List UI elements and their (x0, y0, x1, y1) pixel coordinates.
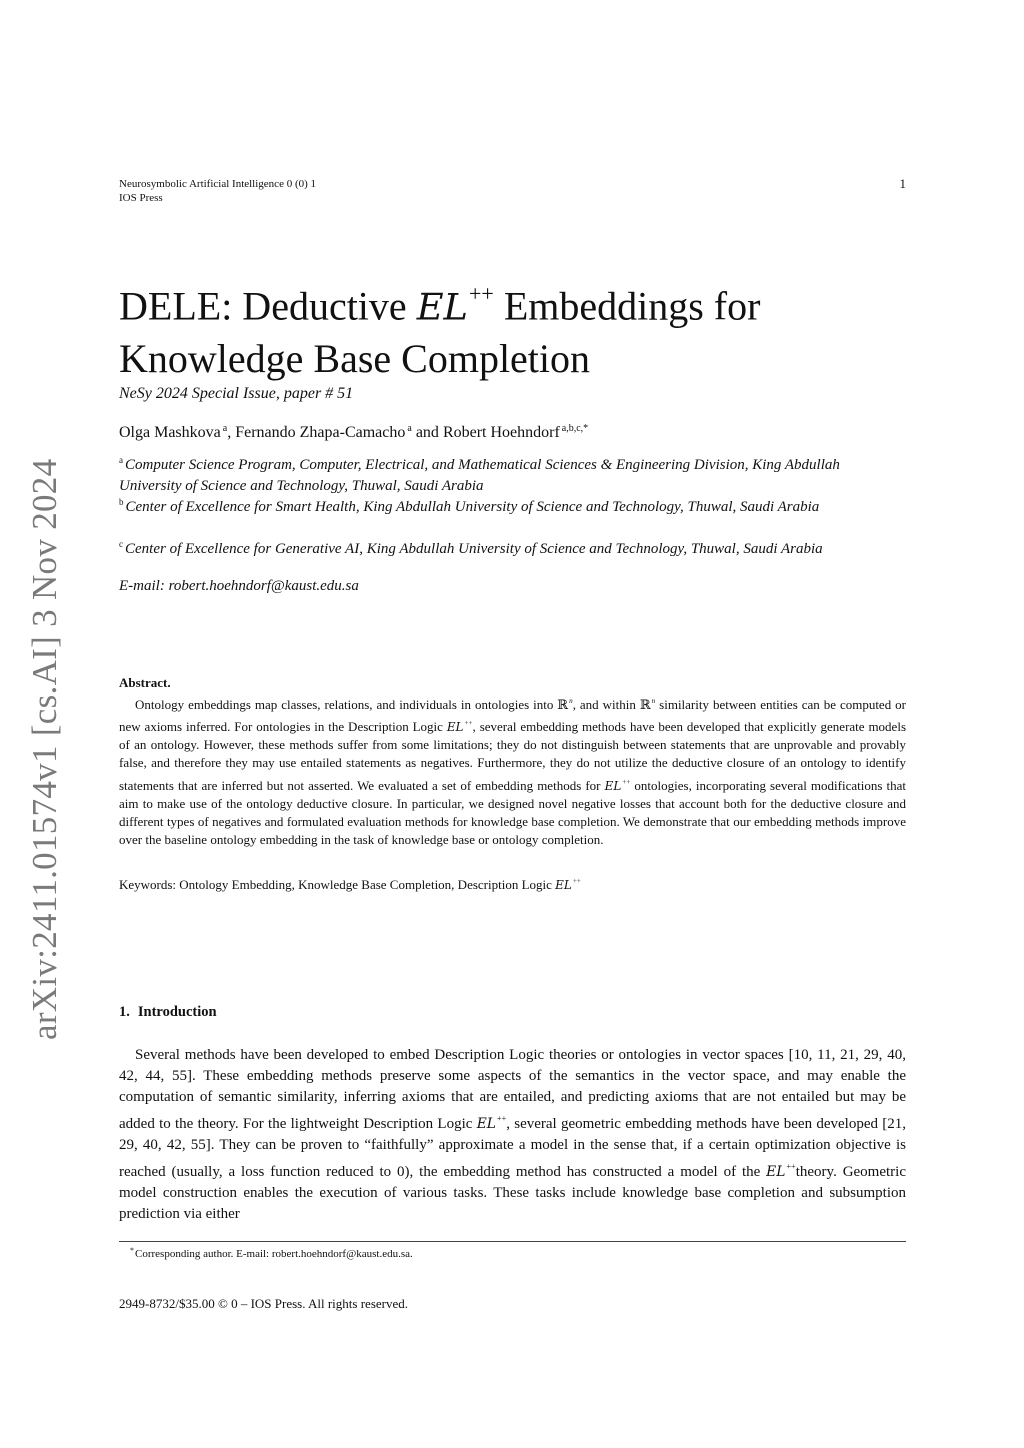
title-logic-symbol: EL (416, 285, 468, 329)
keywords (119, 877, 906, 893)
abstract-text: Ontology embeddings map classes, relations, and individuals in ontologies into (135, 697, 558, 713)
affiliation-mark: c (119, 539, 123, 549)
journal-running-head: Neurosymbolic Artificial Intelligence 0 (0) 1 (119, 178, 317, 190)
logic-superscript: ++ (496, 1114, 507, 1123)
logic-symbol: EL (555, 878, 572, 893)
logic-symbol: EL (446, 720, 464, 735)
special-issue-note: NeSy 2024 Special Issue, paper # 51 (119, 385, 354, 402)
copyright-line: 2949-8732/$35.00 © 0 – IOS Press. All rights reserved. (119, 1296, 408, 1311)
logic-superscript: ++ (786, 1162, 796, 1171)
introduction-paragraph (119, 1045, 906, 1225)
title-part-2: Embeddings for (503, 283, 761, 329)
footnote-text: Corresponding author. E-mail: robert.hoehndorf@kaust.edu.sa. (135, 1248, 413, 1260)
abstract-text: , several embedding methods have been developed that explicitly generate models of an ontology. However, these methods suffer from some limitations; they do not distinguish between statements that are unprovable and provably false, and therefore they may use entailed statements as negatives. Furthermore, they do not utilize the deductive closure of an ontology to identify statements that are inferred but not asserted. We evaluated a set of embedding methods for (119, 719, 906, 793)
logic-superscript: ++ (464, 719, 473, 728)
title-logic-superscript: ++ (468, 281, 494, 306)
abstract-body (119, 692, 906, 849)
corresponding-email: E-mail: robert.hoehndorf@kaust.edu.sa (119, 578, 359, 594)
affiliation (119, 492, 904, 518)
author-affiliation-mark: a (407, 423, 412, 434)
affiliation-mark: a (119, 455, 123, 465)
keywords-text: Keywords: Ontology Embedding, Knowledge Base Completion, Description Logic (119, 877, 556, 893)
abstract-text: , and within (572, 697, 640, 713)
affiliation-text: Computer Science Program, Computer, Electrical, and Mathematical Sciences & Engineering Division, King Abdullah University of Science and Technology, Thuwal, Saudi Arabia (119, 457, 840, 494)
footnote-rule (119, 1241, 906, 1242)
abstract-heading: Abstract. (119, 675, 171, 690)
author-name: Robert Hoehndorf (442, 424, 560, 441)
logic-superscript: ++ (622, 777, 631, 786)
title-line-2: Knowledge Base Completion (119, 335, 591, 381)
affiliation-text: Center of Excellence for Generative AI, King Abdullah University of Science and Technology, Thuwal, Saudi Arabia (125, 541, 823, 557)
abstract-text: ontologies, incorporating several modifications that aim to make use of the ontology deductive closure. In particular, we designed novel negative losses that account both for the deductive closure and different types of negatives and formulated evaluation methods for knowledge base completion. We demonstrate that our embedding methods improve over the baseline ontology embedding in the task of knowledge base or ontology completion. (119, 777, 906, 847)
section-heading (119, 1004, 217, 1021)
logic-symbol: EL (604, 778, 622, 793)
footnote (130, 1246, 413, 1260)
affiliation (119, 450, 904, 497)
author-separator: and (411, 424, 443, 441)
section-title: Introduction (137, 1004, 217, 1020)
paper-title (119, 268, 919, 384)
reals-symbol: ℝ (639, 697, 651, 713)
dimension-superscript: n (651, 697, 656, 705)
reals-symbol: ℝ (557, 697, 569, 713)
author-list (119, 423, 909, 442)
footnote-mark: * (130, 1246, 134, 1255)
affiliation (119, 534, 904, 560)
dimension-superscript: n (569, 697, 573, 705)
title-part-1: DELE: Deductive (119, 283, 407, 329)
arxiv-identifier: arXiv:2411.01574v1 [cs.AI] 3 Nov 2024 (25, 458, 64, 1040)
author-affiliation-mark: a (222, 423, 228, 434)
publisher-name: IOS Press (119, 192, 163, 204)
intro-text: , several geometric embedding methods have been developed [21, 29, 40, 42, 55]. They can be proven to “faithfully” approximate a model in the sense that, if a certain optimization objective is reached (usually, a loss function reduced to 0), the embedding method has constructed a model of the (119, 1116, 906, 1180)
abstract-text: similarity between entities can be computed or new axioms inferred. For ontologies in the Description Logic (119, 697, 906, 735)
author-separator: , (227, 424, 236, 441)
author-affiliation-mark: a,b,c,* (561, 423, 589, 434)
logic-symbol: EL (766, 1164, 786, 1180)
affiliation-text: Center of Excellence for Smart Health, King Abdullah University of Science and Technology, Thuwal, Saudi Arabia (125, 499, 820, 515)
affiliation-mark: b (119, 497, 124, 507)
logic-symbol: EL (476, 1116, 496, 1132)
author-name: Fernando Zhapa-Camacho (235, 424, 406, 441)
page-number: 1 (899, 176, 906, 191)
intro-text: theory. Geometric model construction enables the execution of various tasks. These tasks include knowledge base completion and subsumption prediction via either (119, 1164, 907, 1222)
logic-superscript: ++ (572, 877, 581, 885)
intro-text: Several methods have been developed to embed Description Logic theories or ontologies in vector spaces [10, 11, 21, 29, 40, 42, 44, 55]. These embedding methods preserve some aspects of the semantics in the vector space, and may enable the computation of semantic similarity, inferring axioms that are entailed, and predicting axioms that are not entailed but may be added to the theory. For the lightweight Description Logic (119, 1047, 906, 1132)
section-number: 1. (119, 1004, 130, 1020)
author-name: Olga Mashkova (119, 424, 221, 441)
